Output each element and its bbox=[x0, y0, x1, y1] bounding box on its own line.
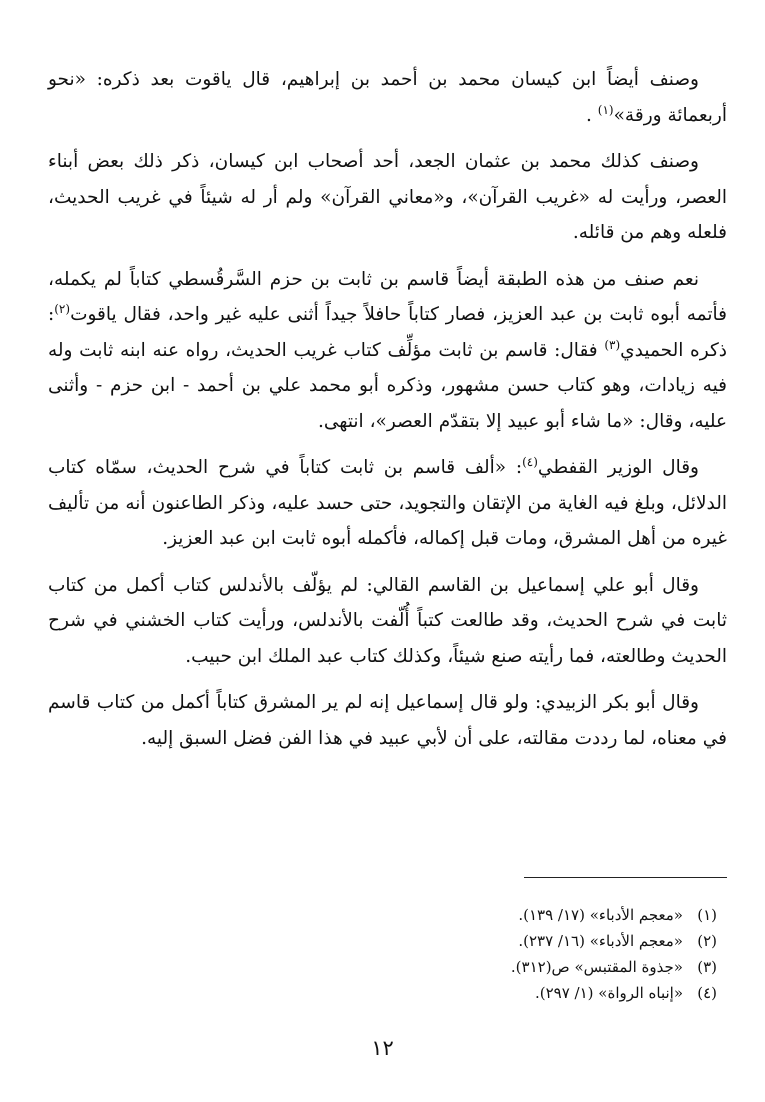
footnote-marker-4: (٤) bbox=[522, 454, 538, 469]
footnote-number: (٢) bbox=[697, 932, 717, 950]
paragraph-ibn-kaysan bbox=[48, 62, 727, 133]
footnote-number: (٣) bbox=[697, 958, 717, 976]
paragraph-text: وقال الوزير القفطي bbox=[537, 457, 699, 478]
paragraph-zubaydi bbox=[48, 685, 727, 756]
footnote-text: «جذوة المقتبس» ص(٣١٢). bbox=[510, 958, 683, 976]
footnote-separator bbox=[524, 877, 727, 878]
paragraph-qasim-ibn-thabit bbox=[48, 262, 727, 440]
footnote-text: «معجم الأدباء» (١٦/ ٢٣٧). bbox=[518, 932, 683, 950]
paragraph-text: : «ألف قاسم بن ثابت كتاباً في شرح الحديث، سمّاه كتاب الدلائل، وبلغ فيه الغاية من الإتقان والتجويد، حتى حسد عليه، وذكر الطاعنون أنه من تأليف غيره من أهل المشرق، ومات قبل إكماله، فأكمله أبوه ثابت ابن عبد العزيز. bbox=[48, 457, 727, 549]
page-number: ١٢ bbox=[371, 1036, 394, 1060]
footnote-number: (٤) bbox=[697, 984, 717, 1002]
paragraph-ibn-al-jad bbox=[48, 144, 727, 251]
body-text bbox=[48, 62, 727, 756]
footnote-marker-1: (١) bbox=[597, 102, 614, 117]
paragraph-qali bbox=[48, 568, 727, 675]
footnote-item bbox=[317, 954, 717, 980]
paragraph-text: وقال أبو علي إسماعيل بن القاسم القالي: لم يؤلّف بالأندلس كتاب أكمل من كتاب ثابت في شرح الحديث، وقد طالعت كتباً أُلّفت بالأندلس، ورأيت كتاب الخشني في شرح الحديث وطالعته، فما رأيته صنع شيئاً، وكذلك كتاب عبد الملك ابن حبيب. bbox=[48, 574, 727, 667]
footnotes-list bbox=[317, 902, 717, 1006]
paragraph-text: وقال أبو بكر الزبيدي: ولو قال إسماعيل إنه لم ير المشرق كتاباً أكمل من كتاب قاسم في معناه، لما رددت مقالته، على أن لأبي عبيد في هذا الفن فضل السبق إليه. bbox=[48, 692, 727, 749]
footnote-text: «إنباه الرواة» (١/ ٢٩٧). bbox=[534, 984, 683, 1002]
footnote-marker-2: (٢) bbox=[54, 301, 71, 316]
footnote-item bbox=[317, 902, 717, 928]
paragraph-text: فقال: قاسم بن ثابت مؤلِّف كتاب غريب الحديث، رواه عنه ابنه ثابت وله فيه زيادات، وهو كتاب حسن مشهور، وذكره أبو محمد علي بن أحمد - ابن حزم - وأثنى عليه، وقال: «ما شاء أبو عبيد إلا بتقدّم العصر»، انتهى. bbox=[48, 339, 727, 432]
paragraph-text: وصنف أيضاً ابن كيسان محمد بن أحمد بن إبراهيم، قال ياقوت بعد ذكره: «نحو أربعمائة ورقة» bbox=[48, 69, 727, 126]
paragraph-text: . bbox=[586, 104, 598, 126]
footnote-text: «معجم الأدباء» (١٧/ ١٣٩). bbox=[518, 906, 683, 924]
footnote-item bbox=[317, 928, 717, 954]
footnote-item bbox=[317, 980, 717, 1006]
paragraph-text: وصنف كذلك محمد بن عثمان الجعد، أحد أصحاب ابن كيسان، ذكر ذلك بعض أبناء العصر، ورأيت له «غريب القرآن»، و«معاني القرآن» ولم أر له شيئاً في غريب الحديث، فلعله وهم من قائله. bbox=[48, 151, 727, 243]
paragraph-qifti bbox=[48, 450, 727, 557]
footnote-number: (١) bbox=[697, 906, 717, 924]
paragraph-text: : ذكره الحميدي bbox=[48, 304, 727, 361]
footnote-marker-3: (٣) bbox=[604, 337, 621, 352]
page-body bbox=[48, 62, 727, 767]
paragraph-text: نعم صنف من هذه الطبقة أيضاً قاسم بن ثابت بن حزم السَّرقُسطي كتاباً لم يكمله، فأتمه أبوه ثابت بن عبد العزيز، فصار كتاباً حافلاً جيداً أثنى عليه غير واحد، فقال ياقوت bbox=[48, 268, 727, 325]
